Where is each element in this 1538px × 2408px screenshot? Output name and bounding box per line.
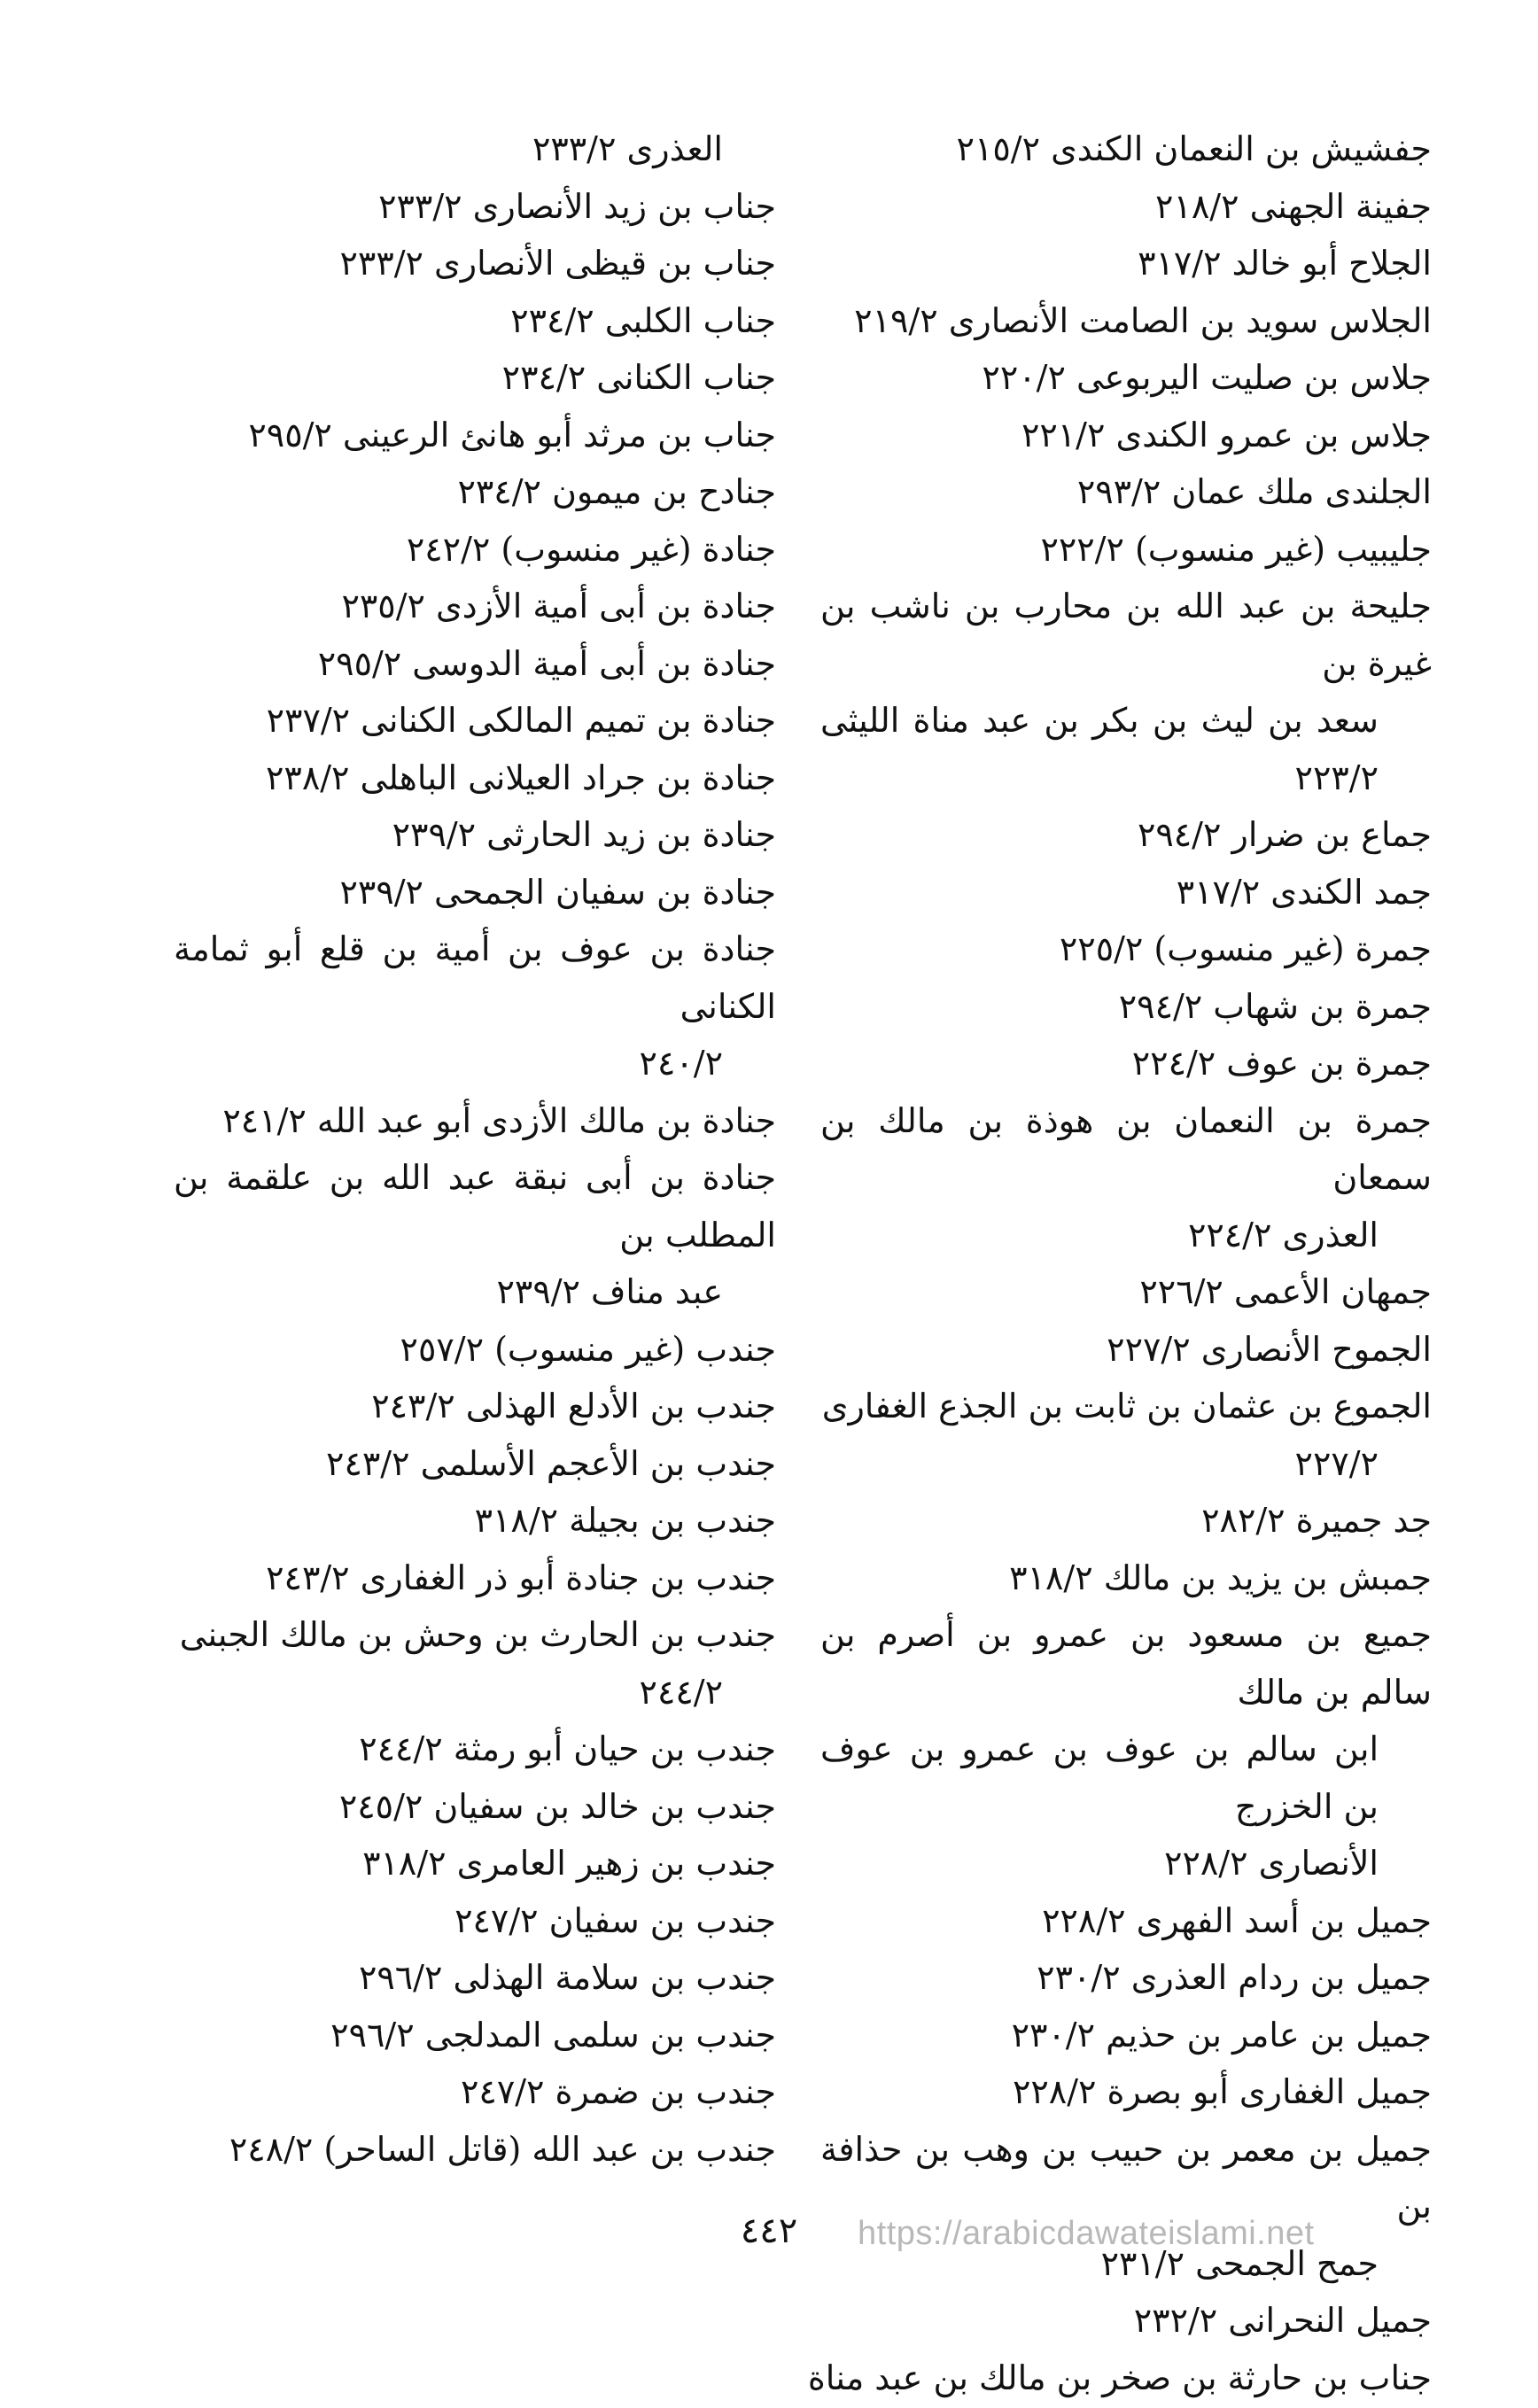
index-entry-text: جنادة بن جراد العيلانى الباهلى ٢٣٨/٢	[266, 757, 776, 797]
index-entry-text: جليبيب (غير منسوب) ٢٢٢/٢	[1040, 529, 1432, 569]
index-entry-text: جنادة بن أبى أمية الدوسى ٢٩٥/٢	[317, 643, 776, 683]
index-entry	[174, 349, 776, 407]
index-entry-text: جميل بن معمر بن حبيب بن وهب بن حذافة بن	[820, 2129, 1432, 2225]
index-entry	[807, 2350, 1432, 2407]
index-entry	[820, 2063, 1432, 2121]
index-entry-text: جنادح بن ميمون ٢٣٤/٢	[457, 472, 776, 511]
index-entry-continuation: العذرى ٢٢٤/٢	[1187, 1215, 1379, 1254]
index-entry	[820, 1949, 1432, 2007]
index-entry-text: جنادة بن أبى نبقة عبد الله بن علقمة بن المطلب بن	[174, 1158, 776, 1254]
index-entry-text: جمرة بن عوف ٢٢٤/٢	[1131, 1044, 1432, 1083]
index-entry	[820, 2007, 1432, 2064]
index-entry	[820, 1263, 1432, 1321]
index-entry-text: جمرة بن النعمان بن هوذة بن مالك بن سمعان	[820, 1100, 1432, 1197]
index-entry-text: جميع بن مسعود بن عمرو بن أصرم بن سالم بن مالك	[820, 1615, 1432, 1712]
index-entry-text: جمرة (غير منسوب) ٢٢٥/٢	[1059, 929, 1432, 968]
index-entry-text: جناب الكنانى ٢٣٤/٢	[501, 358, 776, 397]
index-entry	[174, 1892, 776, 1950]
index-entry	[820, 235, 1432, 292]
index-entry	[174, 463, 776, 521]
index-entry-text: جندب بن الحارث بن وحش بن مالك الجبنى	[179, 1615, 776, 1654]
index-entry-text: جندب بن سلامة الهذلى ٢٩٦/٢	[358, 1958, 776, 1997]
index-entry	[174, 864, 776, 921]
index-entry	[174, 1606, 776, 1721]
index-entry-text: جناب الكلبى ٢٣٤/٢	[510, 300, 776, 340]
index-entry-text: جناب بن حارثة بن صخر بن مالك بن عبد مناة	[807, 2358, 1432, 2397]
index-entry	[174, 1149, 776, 1321]
index-entry-text: الجلاس سويد بن الصامت الأنصارى ٢١٩/٢	[854, 300, 1432, 340]
page-number: ٤٤٢	[740, 2210, 798, 2251]
index-entry-text: جمبش بن يزيد بن مالك ٣١٨/٢	[1009, 1557, 1432, 1597]
index-entry	[174, 1092, 776, 1150]
index-entry	[174, 1321, 776, 1379]
index-entry	[174, 1949, 776, 2007]
index-entry	[174, 1492, 776, 1550]
index-entry	[174, 2063, 776, 2121]
index-entry	[174, 235, 776, 292]
index-entry	[174, 1778, 776, 1836]
index-entry	[174, 178, 776, 236]
index-entry-continuation: ٢٤٤/٢	[639, 1672, 723, 1712]
index-entry-text: جندب بن جنادة أبو ذر الغفارى ٢٤٣/٢	[266, 1557, 776, 1597]
index-entry	[820, 292, 1432, 350]
index-entry	[174, 692, 776, 750]
index-entry	[820, 1035, 1432, 1092]
index-entry-text: جندب بن بجيلة ٣١٨/٢	[474, 1501, 776, 1540]
index-entry-continuation: جمح الجمحى ٢٣١/٢	[1100, 2243, 1379, 2283]
index-entry	[174, 521, 776, 579]
index-entry-text: جنادة بن زيد الحارثى ٢٣٩/٢	[392, 815, 776, 854]
index-entry	[820, 178, 1432, 236]
index-entry-text: جنادة (غير منسوب) ٢٤٢/٢	[406, 529, 776, 569]
index-entry-text: جندب بن سفيان ٢٤٧/٢	[454, 1900, 776, 1940]
index-entry-text: جنادة بن تميم المالكى الكنانى ٢٣٧/٢	[266, 701, 776, 740]
index-entry-text: جميل بن ردام العذرى ٢٣٠/٢	[1037, 1958, 1432, 1997]
index-entry-text: جنادة بن أبى أمية الأزدى ٢٣٥/٢	[341, 586, 776, 625]
index-entry-text: جناب بن قيظى الأنصارى ٢٣٣/٢	[339, 244, 776, 283]
index-entry-text: جفشيش بن النعمان الكندى ٢١٥/٢	[956, 129, 1432, 168]
index-entry	[174, 2121, 776, 2179]
index-entry-text: جماع بن ضرار ٢٩٤/٢	[1137, 815, 1432, 854]
index-entry	[820, 349, 1432, 407]
index-entry-continuation: الأنصارى ٢٢٨/٢	[1164, 1844, 1379, 1883]
index-entry-text: جندب بن خالد بن سفيان ٢٤٥/٢	[338, 1786, 776, 1826]
index-entry-text: جناب بن مرثد أبو هانئ الرعينى ٢٩٥/٢	[248, 415, 776, 454]
index-entry	[174, 920, 776, 1092]
index-entry-text: جميل النحرانى ٢٣٢/٢	[1133, 2301, 1432, 2340]
index-entry-text: جندب بن ضمرة ٢٤٧/٢	[461, 2072, 776, 2111]
index-entry-text: جمهان الأعمى ٢٢٦/٢	[1139, 1272, 1432, 1311]
index-entry-text: جنادة بن عوف بن أمية بن قلع أبو ثمامة الكنانى	[174, 929, 776, 1026]
index-entry-text: الجلاح أبو خالد ٣١٧/٢	[1138, 244, 1432, 283]
index-column-left	[174, 120, 776, 2178]
index-entry-continuation: سعد بن ليث بن بكر بن عبد مناة الليثى ٢٢٣/٢	[820, 701, 1379, 797]
index-entry	[174, 1721, 776, 1778]
index-entry-text: جندب بن عبد الله (قاتل الساحر) ٢٤٨/٢	[229, 2129, 776, 2169]
index-entry	[820, 120, 1432, 178]
index-entry-text: الجموع بن عثمان بن ثابت بن الجذع الغفارى	[821, 1387, 1432, 1425]
index-entry	[174, 2007, 776, 2064]
index-entry	[174, 1835, 776, 1892]
index-entry	[820, 1492, 1432, 1550]
index-entry-text: جندب بن سلمى المدلجى ٢٩٦/٢	[330, 2015, 776, 2055]
index-entry	[820, 407, 1432, 464]
index-entry-text: جندب بن الأعجم الأسلمى ٢٤٣/٢	[326, 1443, 776, 1483]
index-entry	[820, 521, 1432, 579]
index-entry-text: جنادة بن مالك الأزدى أبو عبد الله ٢٤١/٢	[222, 1100, 776, 1140]
index-entry-text: جندب بن الأدلع الهذلى ٢٤٣/٢	[371, 1387, 776, 1425]
index-entry-text: العذرى ٢٣٣/٢	[532, 129, 723, 168]
index-entry-text: جندب بن زهير العامرى ٣١٨/٢	[362, 1844, 776, 1883]
index-entry	[174, 407, 776, 464]
index-entry	[820, 578, 1432, 806]
index-entry-text: جد جميرة ٢٨٢/٢	[1201, 1501, 1432, 1540]
index-entry-text: جفينة الجهنى ٢١٨/٢	[1155, 186, 1432, 226]
index-entry-text: الجلندى ملك عمان ٢٩٣/٢	[1076, 472, 1432, 511]
index-entry	[174, 750, 776, 807]
index-entry-continuation: ٢٤٠/٢	[639, 1044, 723, 1083]
index-entry	[820, 2292, 1432, 2350]
index-entry	[820, 1550, 1432, 1607]
index-entry	[174, 1435, 776, 1493]
index-entry-text: جليحة بن عبد الله بن محارب بن ناشب بن غيرة بن	[820, 586, 1432, 683]
index-entry	[174, 120, 776, 178]
index-entry	[820, 1092, 1432, 1264]
index-entry-continuation: ابن سالم بن عوف بن عمرو بن عوف بن الخزرج	[820, 1729, 1379, 1826]
index-entry-text: جناب بن زيد الأنصارى ٢٣٣/٢	[378, 186, 776, 226]
index-entry-text: جنادة بن سفيان الجمحى ٢٣٩/٢	[339, 872, 776, 912]
index-entry	[174, 292, 776, 350]
index-entry	[174, 578, 776, 635]
index-entry-text: جميل بن أسد الفهرى ٢٢٨/٢	[1042, 1900, 1432, 1940]
index-entry	[820, 1321, 1432, 1379]
index-entry-text: جمد الكندى ٣١٧/٢	[1176, 872, 1432, 912]
index-entry-continuation: ٢٢٧/٢	[1294, 1443, 1379, 1483]
index-entry	[174, 1378, 776, 1435]
index-entry-text: الجموح الأنصارى ٢٢٧/٢	[1107, 1329, 1432, 1369]
index-entry-text: جميل الغفارى أبو بصرة ٢٢٨/٢	[1012, 2072, 1432, 2111]
index-entry	[820, 1378, 1432, 1492]
index-entry	[820, 920, 1432, 978]
index-entry-text: جندب (غير منسوب) ٢٥٧/٢	[400, 1329, 776, 1369]
index-entry-text: جلاس بن عمرو الكندى ٢٢١/٢	[1021, 415, 1432, 454]
index-entry	[820, 2121, 1432, 2293]
index-entry	[174, 635, 776, 693]
index-entry	[820, 463, 1432, 521]
index-column-right	[807, 120, 1432, 2406]
index-entry	[820, 1892, 1432, 1950]
index-entry-text: جمرة بن شهاب ٢٩٤/٢	[1118, 986, 1432, 1026]
index-entry	[174, 806, 776, 864]
index-entry-text: جلاس بن صليت اليربوعى ٢٢٠/٢	[982, 358, 1432, 397]
index-entry	[174, 1550, 776, 1607]
index-entry-text: جندب بن حيان أبو رمثة ٢٤٤/٢	[359, 1729, 776, 1768]
watermark-url: https://arabicdawateislami.net	[858, 2215, 1315, 2252]
index-entry-continuation: عبد مناف ٢٣٩/٢	[496, 1272, 723, 1311]
index-entry	[820, 806, 1432, 864]
index-entry	[820, 1606, 1432, 1892]
index-entry	[820, 864, 1432, 921]
index-entry	[820, 978, 1432, 1036]
index-entry-text: جميل بن عامر بن حذيم ٢٣٠/٢	[1011, 2015, 1432, 2055]
